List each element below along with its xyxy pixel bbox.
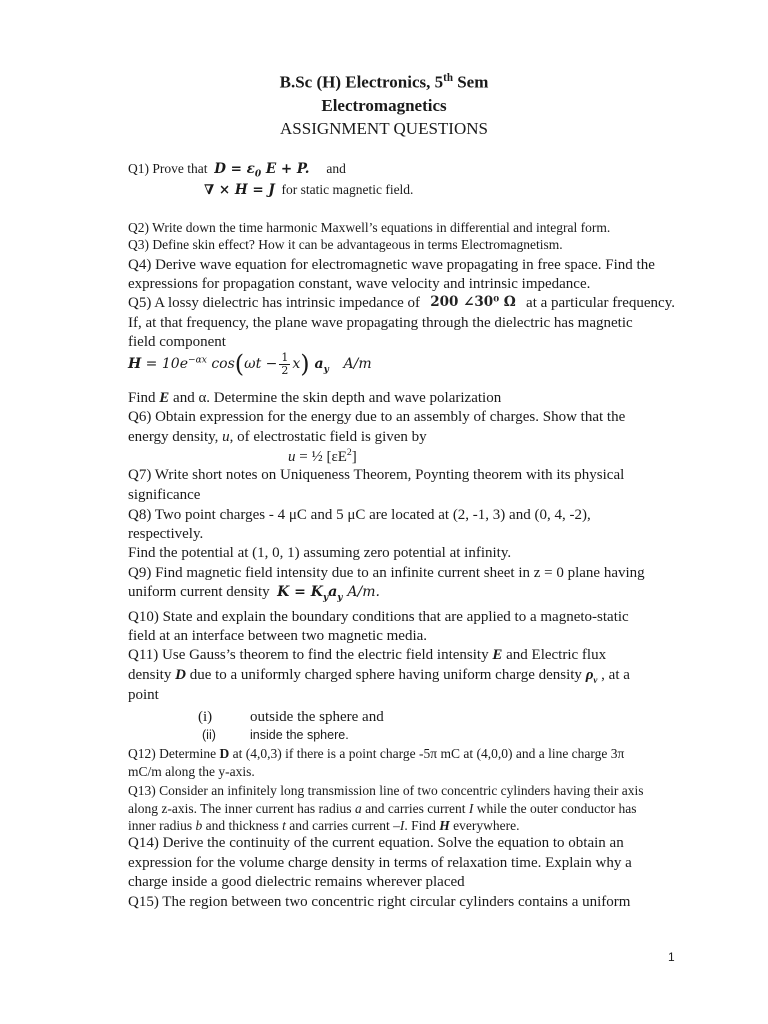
q3-text: Q3) Define skin effect? How it can be advantageous in terms Electromagnetism. bbox=[128, 237, 563, 252]
q13-line1: Q13) Consider an infinitely long transmission line of two concentric cylinders having their axis bbox=[128, 783, 644, 798]
q5-line1: Q5) A lossy dielectric has intrinsic impedance of 200 ∠30⁰ Ω at a particular frequency. bbox=[128, 294, 675, 311]
q11-line2: density D due to a uniformly charged sphere having uniform charge density $\rho_v$ , at a bbox=[128, 667, 630, 685]
q12-line1: Q12) Determine D at (4,0,3) if there is a point charge -5π mC at (4,0,0) and a line charge 3π bbox=[128, 746, 625, 761]
page-number: 1 bbox=[668, 950, 675, 964]
q11-item-i: (i) outside the sphere and bbox=[198, 709, 384, 725]
q8-line3: Find the potential at (1, 0, 1) assuming zero potential at infinity. bbox=[128, 545, 512, 561]
q12-line2: mC/m along the y-axis. bbox=[128, 764, 255, 779]
q5-line2: If, at that frequency, the plane wave propagating through the dielectric has magnetic bbox=[128, 315, 633, 331]
current-density-equation: $K = K_ya_y$ A/m. bbox=[277, 584, 380, 603]
q15-line1: Q15) The region between two concentric right circular cylinders contains a uniform bbox=[128, 894, 631, 910]
q6-line1: Q6) Obtain expression for the energy due to an assembly of charges. Show that the bbox=[128, 409, 626, 425]
q11-line1: Q11) Use Gauss’s theorem to find the electric field intensity E and Electric flux bbox=[128, 647, 607, 663]
q6-energy-equation: u = ½ $[\varepsilon E^2]$ bbox=[288, 447, 357, 465]
q1-equation-2: ∇ × H = J bbox=[204, 182, 275, 198]
q9-line1: Q9) Find magnetic field intensity due to an infinite current sheet in z = 0 plane having bbox=[128, 565, 645, 581]
q9-line2: uniform current density $K = K_ya_y$ A/m. bbox=[128, 584, 380, 603]
q4-line1: Q4) Derive wave equation for electromagnetic wave propagating in free space. Find the bbox=[128, 257, 655, 273]
course-title: B.Sc (H) Electronics, 5th Sem bbox=[279, 72, 489, 92]
q14-line3: charge inside a good dielectric remains wherever placed bbox=[128, 874, 465, 890]
assignment-heading: ASSIGNMENT QUESTIONS bbox=[280, 119, 488, 138]
q1-equation-1: $D = \varepsilon_0$ E + P. bbox=[214, 161, 310, 180]
q7-line1: Q7) Write short notes on Uniqueness Theorem, Poynting theorem with its physical bbox=[128, 467, 625, 483]
q14-line2: expression for the volume charge density in terms of relaxation time. Explain why a bbox=[128, 855, 632, 871]
q7-line2: significance bbox=[128, 487, 201, 503]
q5-line3: field component bbox=[128, 334, 226, 350]
q11-item-ii: (ii) inside the sphere. bbox=[202, 728, 349, 742]
q6-line2: energy density, u, of electrostatic field is given by bbox=[128, 429, 427, 445]
q4-line2: expressions for propagation constant, wave velocity and intrinsic impedance. bbox=[128, 276, 591, 292]
q10-line1: Q10) State and explain the boundary conditions that are applied to a magneto-static bbox=[128, 609, 629, 625]
q13-line3: inner radius b and thickness t and carries current –I. Find H everywhere. bbox=[128, 818, 520, 833]
q5-field-equation: $H = 10e^{-\alpha x}$ cos(ωt − $\frac{1}{2}$ x) $a_y$ A/m bbox=[128, 350, 372, 379]
q10-line2: field at an interface between two magnetic media. bbox=[128, 628, 428, 644]
q8-line2: respectively. bbox=[128, 526, 204, 542]
q13-line2: along z-axis. The inner current has radius a and carries current I while the outer conductor has bbox=[128, 801, 637, 816]
q8-line1: Q8) Two point charges - 4 μC and 5 μC are located at (2, -1, 3) and (0, 4, -2), bbox=[128, 507, 591, 523]
q1-line1: Q1) Prove that $D = \varepsilon_0$ E + P. and bbox=[128, 161, 346, 180]
q1-line2: ∇ × H = J for static magnetic field. bbox=[204, 182, 414, 198]
q14-line1: Q14) Derive the continuity of the current equation. Solve the equation to obtain an bbox=[128, 835, 624, 851]
q2-text: Q2) Write down the time harmonic Maxwell’s equations in differential and integral form. bbox=[128, 220, 611, 235]
q5-line4: Find E and α. Determine the skin depth and wave polarization bbox=[128, 390, 502, 406]
impedance-value: 200 ∠30⁰ Ω bbox=[430, 294, 516, 310]
subject-title: Electromagnetics bbox=[321, 96, 447, 115]
q11-line3: point bbox=[128, 687, 159, 703]
